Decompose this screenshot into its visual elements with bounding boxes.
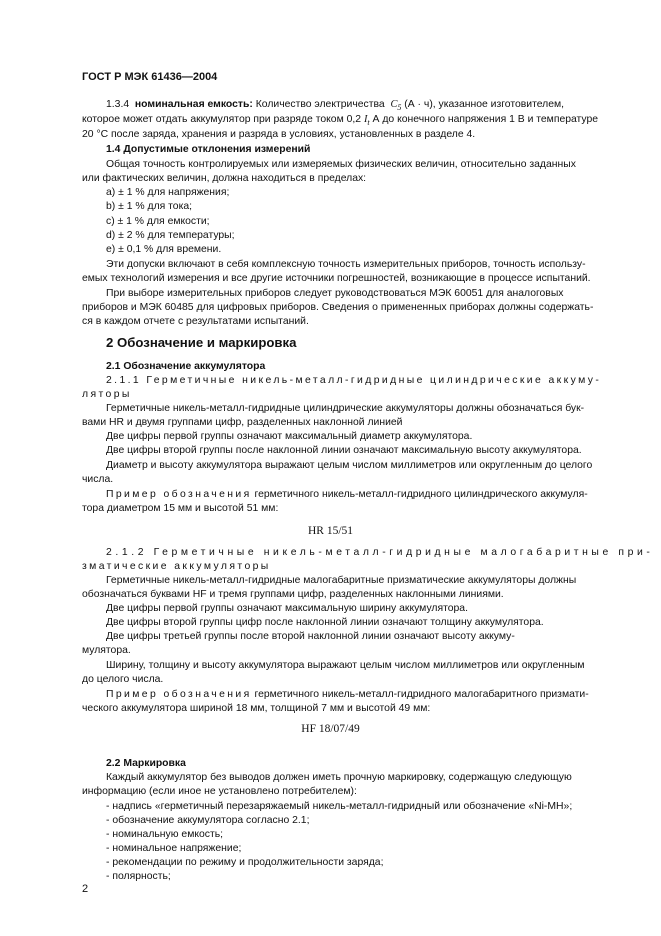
paragraph-2-1-2-q4-line-2: мулятора. bbox=[82, 645, 131, 656]
paragraph-2-1-1-p2: Две цифры первой группы означают максимальный диаметр аккумулятора. bbox=[106, 431, 473, 442]
term-1-3-4-line-1: 1.3.4 номинальная емкость: Количество электричества $C_5$ (А · ч), указанное изготовителем, bbox=[106, 99, 565, 113]
paragraph-1-4-p3-line-3: ся в каждом отчете с результатами испытаний. bbox=[82, 316, 309, 327]
heading-2-2: 2.2 Маркировка bbox=[106, 758, 186, 769]
heading-2-1: 2.1 Обозначение аккумулятора bbox=[106, 361, 266, 372]
heading-2-1-2-line-2: зматические аккумуляторы bbox=[82, 561, 271, 572]
tolerance-item: с) ± 1 % для емкости; bbox=[106, 216, 210, 227]
paragraph-2-2-line-2: информацию (если иное не установлено потребителем): bbox=[82, 786, 357, 797]
heading-1-4: 1.4 Допустимые отклонения измерений bbox=[106, 144, 311, 155]
tolerance-item: b) ± 1 % для тока; bbox=[106, 201, 193, 212]
example-2-line-1: Пример обозначения герметичного никель-металл-гидридного малогабаритного призмати- bbox=[106, 689, 589, 700]
paragraph-2-1-1-p4-line-1: Диаметр и высоту аккумулятора выражают целым числом миллиметров или округленным до целого bbox=[106, 460, 593, 471]
designation-formula-2: HF 18/07/49 bbox=[301, 723, 360, 735]
page-number: 2 bbox=[82, 883, 89, 895]
paragraph-2-1-2-q5-line-1: Ширину, толщину и высоту аккумулятора выражают целым числом миллиметров или округленным bbox=[106, 660, 585, 671]
paragraph-2-1-1-p4-line-2: числа. bbox=[82, 474, 114, 485]
heading-2-1-2-line-1: 2.1.2 Герметичные никель-металл-гидридные малогабаритные при- bbox=[106, 547, 654, 558]
heading-2-1-1-line-2: ляторы bbox=[82, 389, 132, 400]
example-2-line-2: ческого аккумулятора шириной 18 мм, толщиной 7 мм и высотой 49 мм: bbox=[82, 703, 431, 714]
marking-item: - обозначение аккумулятора согласно 2.1; bbox=[106, 815, 310, 826]
symbol-c5: $C_5$ bbox=[390, 99, 402, 113]
paragraph-2-1-2-line-1: Герметичные никель-металл-гидридные малогабаритные призматические аккумуляторы должны bbox=[106, 575, 577, 586]
example-1-line-1: Пример обозначения герметичного никель-металл-гидридного цилиндрического аккумуля- bbox=[106, 489, 588, 500]
heading-2-1-1-line-1: 2.1.1 Герметичные никель-металл-гидридные цилиндрические аккуму- bbox=[106, 375, 602, 386]
term-1-3-4-line-3: 20 °C после заряда, хранения и разряда в условиях, установленных в разделе 4. bbox=[82, 129, 476, 140]
paragraph-1-4-line-2: или фактических величин, должна находиться в пределах: bbox=[82, 173, 367, 184]
tolerance-item: а) ± 1 % для напряжения; bbox=[106, 187, 230, 198]
paragraph-2-1-2-q5-line-2: до целого числа. bbox=[82, 674, 164, 685]
marking-item: - надпись «герметичный перезаряжаемый никель-металл-гидридный или обозначение «Ni-MH»; bbox=[106, 801, 573, 812]
paragraph-2-1-1-p3: Две цифры второй группы после наклонной линии означают максимальную высоту аккумулятора. bbox=[106, 445, 582, 456]
marking-item: - номинальную емкость; bbox=[106, 829, 224, 840]
tolerance-item: е) ± 0,1 % для времени. bbox=[106, 244, 222, 255]
paragraph-1-4-p3-line-2: приборов и МЭК 60485 для цифровых приборов. Сведения о примененных приборах должны содержать- bbox=[82, 302, 594, 313]
paragraph-2-1-2-line-2: обозначаться буквами HF и тремя группами цифр, разделенных наклонными линиями. bbox=[82, 589, 504, 600]
marking-item: - рекомендации по режиму и продолжительности заряда; bbox=[106, 857, 384, 868]
paragraph-2-1-2-q2: Две цифры первой группы означают максимальную ширину аккумулятора. bbox=[106, 603, 468, 614]
example-1-line-2: тора диаметром 15 мм и высотой 51 мм: bbox=[82, 503, 279, 514]
paragraph-2-1-1-line-2: вами HR и двумя группами цифр, разделенных наклонной линией bbox=[82, 417, 403, 428]
marking-item: - полярность; bbox=[106, 871, 171, 882]
designation-formula-1: HR 15/51 bbox=[307, 525, 354, 537]
paragraph-2-1-1-line-1: Герметичные никель-металл-гидридные цилиндрические аккумуляторы должны обозначаться бук- bbox=[106, 403, 585, 414]
paragraph-2-1-2-q3: Две цифры второй группы цифр после наклонной линии означают толщину аккумулятора. bbox=[106, 617, 544, 628]
paragraph-1-4-p2-line-1: Эти допуски включают в себя комплексную точность измерительных приборов, точность использу- bbox=[106, 259, 586, 270]
paragraph-1-4-p2-line-2: емых технологий измерения и все другие источники погрешностей, возникающие в процессе испытаний. bbox=[82, 273, 591, 284]
paragraph-1-4-p3-line-1: При выборе измерительных приборов следует руководствоваться МЭК 60051 для аналоговых bbox=[106, 288, 564, 299]
paragraph-2-2-line-1: Каждый аккумулятор без выводов должен иметь прочную маркировку, содержащую следующую bbox=[106, 772, 572, 783]
tolerance-item: d) ± 2 % для температуры; bbox=[106, 230, 235, 241]
symbol-it: $I_t$ bbox=[363, 114, 370, 128]
term-1-3-4-line-2: которое может отдать аккумулятор при разряде током 0,2 $I_t$ А до конечного напряжения 1 В и температуре bbox=[82, 114, 599, 128]
section-2-heading: 2 Обозначение и маркировка bbox=[106, 335, 297, 350]
paragraph-1-4-line-1: Общая точность контролируемых или измеряемых физических величин, относительно заданных bbox=[106, 159, 576, 170]
paragraph-2-1-2-q4-line-1: Две цифры третьей группы после второй наклонной линии означают высоту аккуму- bbox=[106, 631, 515, 642]
document-header: ГОСТ Р МЭК 61436—2004 bbox=[82, 71, 218, 83]
marking-item: - номинальное напряжение; bbox=[106, 843, 242, 854]
